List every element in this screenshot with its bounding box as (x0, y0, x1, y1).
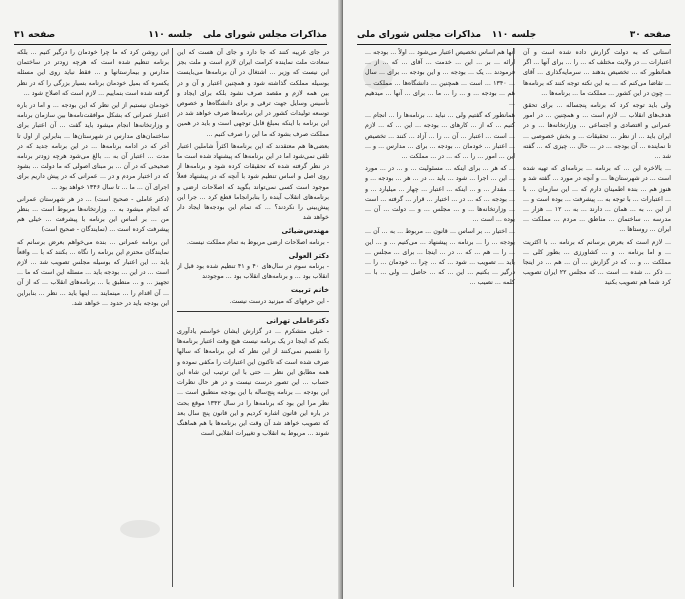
paragraph: استانی که به دولت گزارش داده شده است و آن اعتبارات ... در ولایت مختلف که ... را ... برای آنها ... اگر همانطور که ... تخصیص بدهند ... سرمایه‌گذاری ... آقای ... تقاضا می‌کنم که ... به این نکته توجه کنند که برنامه‌ها ... چون در این کشور ... مملکت ما ... برنامه‌ها ... (523, 49, 671, 97)
left-page (0, 0, 341, 599)
right-page-header (357, 28, 671, 42)
speaker-name: دکتر العولی (288, 251, 329, 260)
paragraph: - این حرفهای که میزنید درست نیست. (229, 297, 329, 305)
text-column-left (365, 48, 515, 589)
page-number: صفحه ۳۰ (629, 30, 671, 40)
session-label: جلسه ۱۱۰ (491, 30, 537, 40)
header-rule (14, 44, 327, 45)
speaker-name: خانم تربیت (290, 286, 329, 295)
speaker-name: مهندس‌ضیائی (281, 227, 329, 236)
paragraph: - خیلی متشکرم ... در گزارش ایشان خواستم یادآوری بکنم که اینجا در یک برنامه نیست هیچ وقت اعتبار برنامه‌ها را تقسیم نمی‌کنند از این نظر که این برنامه‌ها که سالها صرف شده است که تاکنون این اعتبارات را مکفی نموده و همه مطابق این نظر ... حتی با این ترتیب این شاه این حساب ... این تصور درست نیست و در هر حال نظرات این بودجه ... برنامه پنج‌ساله با این بودجه منطبق است ... نظر مرا این بود که برنامه‌ها را در سال ۱۳۴۲ موقع بحث در باره این قانون اشاره کردیم و این قانون پنج سال بعد که تصویب خواهد شد آن وقت این برنامه‌ها با هم هماهنگ شوند ... مربوط به انقلاب و تغییرات انقلابی است (177, 328, 329, 438)
paragraph: بعضی‌ها هم معتقدند که این برنامه‌ها اکثراً شاملین اعتبار تلقی نمی‌شود اما در این برنامه‌ها که پیشنهاد شده است ما در نظر گرفته شده که تحقیقات کرده شود و برنامه‌ها از روی اصل و اساس تنظیم شود با آنچه که در پیشنهاد فعلاً موجود است کسی نمی‌تواند بگوید که اصلاحات ارضی و برنامه‌های انقلاب آینده را بنابرانجاما قطع کرد ... جرا این پیش‌بینی را نکردند؟ ... که تمام این بودجه‌ها ایجاد دار خواهد شد (177, 142, 329, 222)
text-column-right (523, 48, 671, 589)
paragraph: این روشن کرد که ما چرا خودمان را درگیر کنیم ... بلکه برنامه تنظیم شده است که هرچه زودتر در ساختمان مدارس و بیمارستانها و ... فقط نباید روی این مسئله یکسره که بمیل خودمان برنامه بسیار بزرگی را که در نظر گرفته شده است بنماییم ... لازم است که اصلاح شود ... (17, 49, 169, 97)
paragraph: ... لازم است که بعرض برسانم که برنامه ... با اکثریت ... و اما برنامه ... و ... کشاورزی ... بطور کلی ... مملکت ... و ... که در گزارش ... آن ... هم ... در اینجا ... ذکر ... شده ... است ... که مجلس ۲۲ ایران تصویب کرد شما هم تصویب بکنید (523, 238, 671, 287)
column-divider (172, 48, 173, 587)
section-rule (177, 311, 329, 312)
text-column-left (17, 48, 169, 589)
page-number: صفحه ۳۱ (14, 30, 56, 40)
paragraph: ولی باید توجه کرد که برنامه پنجساله ... برای تحقق هدف‌های انقلاب ... لازم است ... و همچنین ... در امور عمرانی و اقتصادی و اجتماعی ... وزارتخانه‌ها ... و در ایران باید ... از نظر ... تحقیقات ... و بخش خصوصی ... تا نماینده ... آن بودجه ... در ... حال ... چیزی که ... گفته شد ... (523, 102, 671, 161)
text-column-right (177, 48, 329, 589)
paragraph: (دکتر عاملی - صحیح است) ... در هر شهرستان عمرانی که انجام میشود به ... وزارتخانه‌ها مربوط است ... بنظر من ... بر اساس این برنامه با پیشرفت ... خیلی هم پیشرفت کرده است ... (نمایندگان - صحیح است) (17, 195, 169, 234)
paragraph: همانطور که گفتیم ولی ... نباید ... برنامه‌ها را ... انجام ... کنیم ... که از ... کارهای ... بودجه ... این ... که ... لازم ... است ... اعتبار ... آن ... را ... آزاد ... کنند ... تخصیص ... اعتبار ... خودمان ... بودجه ... برای ... مدارس ... و ... این ... امور ... را ... که ... در ... مملکت ... (365, 112, 515, 161)
paragraph: - برنامه اصلاحات ارضی مربوط به تمام مملکت نیست. (186, 238, 329, 246)
speaker-name: دکترعاملی تهرانی (266, 316, 329, 325)
ink-smudge (120, 520, 160, 538)
paragraph: ... اختیار ... بر اساس ... قانون ... مربوط ... به ... آن ... بودجه ... را ... برنامه ... پیشنهاد ... می‌کنیم ... و ... این ... را ... هم ... که ... در ... اینجا ... برای ... مجلس ... باید ... تصویب ... شود ... که ... چرا ... خودمان ... را ... درگیر ... بکنیم ... این ... که ... حاصل ... ولی ... با ... کلمه ... نصیب ... (365, 228, 515, 287)
paragraph: این برنامه عمرانی ... بنده می‌خواهم بعرض برسانم که نمایندگان محترم این برنامه را نگاه ... بکنند که با ... واقعاً باید ... این اعتبار که بوسیله مجلس تصویب شد ... لازم است ... در این ... بودجه باید ... مسئله این است که ما ... تجهیز ... و ... منطبق با ... برنامه‌های انقلاب ... که از آن ... آن اقدام را ... مینمایند ... اینها باید ... نظر ... بنابراین این بودجه باید در حدود ... خواهد شد. (17, 238, 169, 307)
paragraph: ... بالاخره این ... که برنامه ... برنامه‌ای که تهیه شده است ... در شهرستان‌ها ... و آنچه در مورد ... گفته شد و هنوز هم ... بنده اطمینان دارم که ... این سازمان ... با ... اعتبارات ... با توجه به ... پیشرفت ... بوده است و ... از این ... به ... همان ... دارند ... به ... ۱۲ ... هزار ... مدرسه ... ساختمان ... مناطق ... مردم ... مملکت ... ایران ... روستاها ... (523, 165, 671, 234)
paragraph: خودمان نیستیم از این نظر که این بودجه ... و اما در باره اعتبار عمرانی که بشکل موافقت‌نامه‌ها بین سازمان برنامه و وزارتخانه‌ها انجام میشود باید گفت ... آن اعتبار برای ساختمان‌های مدارس در شهرستان‌ها ... بنابراین از اول تا آخر که در ادامه برنامه‌ها ... در این برنامه جدید که در مدت ... اعتبار آن به ... بالغ می‌شود هرچه زودتر برنامه صحیحی که در آن ... بر مبنای اصولی که ما دولت ... بشود که در اختیار مردم و در ... عمرانی که در پیش داریم برای اجرای آن ... ما ... تا سال ۱۳۴۶ خواهد بود ... (17, 102, 169, 191)
right-page (343, 0, 685, 599)
paragraph: در جای غریبه کنند که جا دارد و جای آن هست که این سعادت ملت نماینده کرامت ایران لازم است و ملت بجز این نیست که وزیر ... اشتغال در آن برنامه‌ها می‌بایست بوسیله مملکت گذاشته شود و همچنین اعتبار و آن و در بین همه لازم و مقصد صرف نشود بلکه برای ایجاد و تأسیس وسایل جهت ترقی و برای دانشگاه‌ها و خصوص توسعه تولیدات کشور در این برنامه‌ها صرف خواهد شد در این برنامه با اینکه بمبلغ قابل توجهی است و باید در همین مملکت صرف بشود که ما این را صرف کنیم ... (177, 49, 329, 138)
session-label: جلسه ۱۱۰ (148, 30, 193, 40)
paragraph: - برنامه سوم در سال‌های ۴۰ و ۴۱ تنظیم شده بود قبل از انقلاب بود ... و برنامه‌های انقلاب بود ... موجودند (177, 263, 329, 281)
page-title: مذاکرات مجلس شورای ملی (202, 30, 327, 40)
ink-smudge (363, 60, 393, 90)
header-rule (357, 44, 671, 45)
page-title: مذاکرات مجلس شورای ملی (357, 30, 482, 40)
left-page-header (14, 28, 327, 42)
paragraph: آنها هم اساس تخصیص اعتبار می‌شود ... اولاً ... بودجه ... ارائه ... بر ... این ... خدمت ... آقای ... که ... از ... فرمودند ... یک ... بودجه ... و این بودجه ... برای ... سال ... ۱۳۴۰ ... است ... همچنین ... دانشگاه‌ها ... مملکت ... هم ... بودجه ... و ... را ... ما ... برای ... آنها ... میدهیم ... (365, 49, 515, 108)
paragraph: ... که هر ... برای اینکه ... مسئولیت ... و ... در ... مورد ... این ... اجرا ... شود ... باید ... در ... هر ... بودجه ... و ... مقدار ... و ... اینکه ... اعتبار ... چهار ... میلیارد ... و ... بودجه ... که ... در ... اختیار ... قرار ... گرفته ... است ... وزارتخانه‌ها ... و ... مجلس ... و ... دولت ... آن ... بوده ... است ... (365, 165, 515, 224)
